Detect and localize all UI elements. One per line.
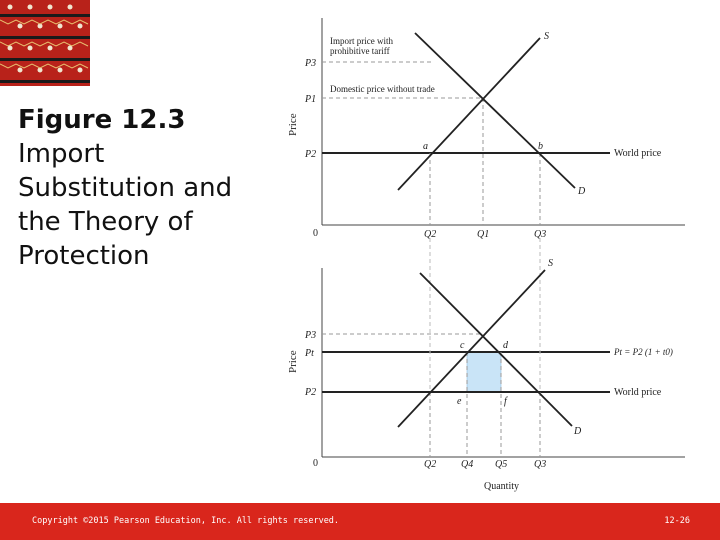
top-origin-label: 0 [313, 228, 318, 239]
bottom-q5-label: Q5 [495, 459, 508, 470]
top-point-b: b [538, 141, 543, 152]
top-y-axis-label: Price [287, 113, 299, 136]
bottom-supply-curve [398, 270, 545, 427]
tariff-revenue-area [467, 352, 501, 392]
bottom-demand-curve [420, 273, 572, 426]
bottom-tariff-price-label: Pt = P2 (1 + t0) [614, 347, 673, 357]
top-demand-curve [415, 33, 575, 188]
top-domestic-annotation: Domestic price without trade [330, 84, 435, 94]
top-supply-label: S [544, 31, 549, 42]
top-q2-label: Q2 [424, 229, 437, 240]
figure-caption: Import Substitution and the Theory of Protection [18, 139, 233, 271]
bottom-world-price-label: World price [614, 387, 662, 398]
bottom-p2-label: P2 [305, 387, 317, 398]
top-tariff-annotation-line2: prohibitive tariff [330, 46, 390, 56]
bottom-q3-label: Q3 [534, 459, 547, 470]
top-point-a: a [423, 141, 428, 152]
bottom-pt-label: Pt [305, 348, 314, 359]
footer-bar [0, 503, 720, 540]
bottom-point-c: c [460, 340, 465, 351]
bottom-y-axis-label: Price [287, 350, 299, 373]
bottom-p3-label: P3 [305, 330, 317, 341]
bottom-panel [287, 238, 685, 492]
figure-number: Figure 12.3 [18, 105, 186, 135]
bottom-x-axis-label: Quantity [484, 481, 519, 492]
bottom-supply-label: S [548, 258, 553, 269]
page-number: 12-26 [664, 516, 690, 526]
top-panel [287, 18, 685, 240]
bottom-demand-label: D [574, 426, 582, 437]
top-p1-label: P1 [305, 94, 317, 105]
top-q3-label: Q3 [534, 229, 547, 240]
bottom-point-e: e [457, 396, 462, 407]
top-q1-label: Q1 [477, 229, 490, 240]
top-demand-label: D [578, 186, 586, 197]
bottom-q2-label: Q2 [424, 459, 437, 470]
top-world-price-label: World price [614, 148, 662, 159]
bottom-point-d: d [503, 340, 508, 351]
top-tariff-annotation-line1: Import price with [330, 36, 393, 46]
top-supply-curve [398, 38, 540, 190]
copyright-text: Copyright ©2015 Pearson Education, Inc. All rights reserved. [32, 516, 340, 526]
bottom-point-f: f [504, 396, 507, 407]
bottom-q4-label: Q4 [461, 459, 474, 470]
top-p3-label: P3 [305, 58, 317, 69]
bottom-origin-label: 0 [313, 458, 318, 469]
top-p2-label: P2 [305, 149, 317, 160]
